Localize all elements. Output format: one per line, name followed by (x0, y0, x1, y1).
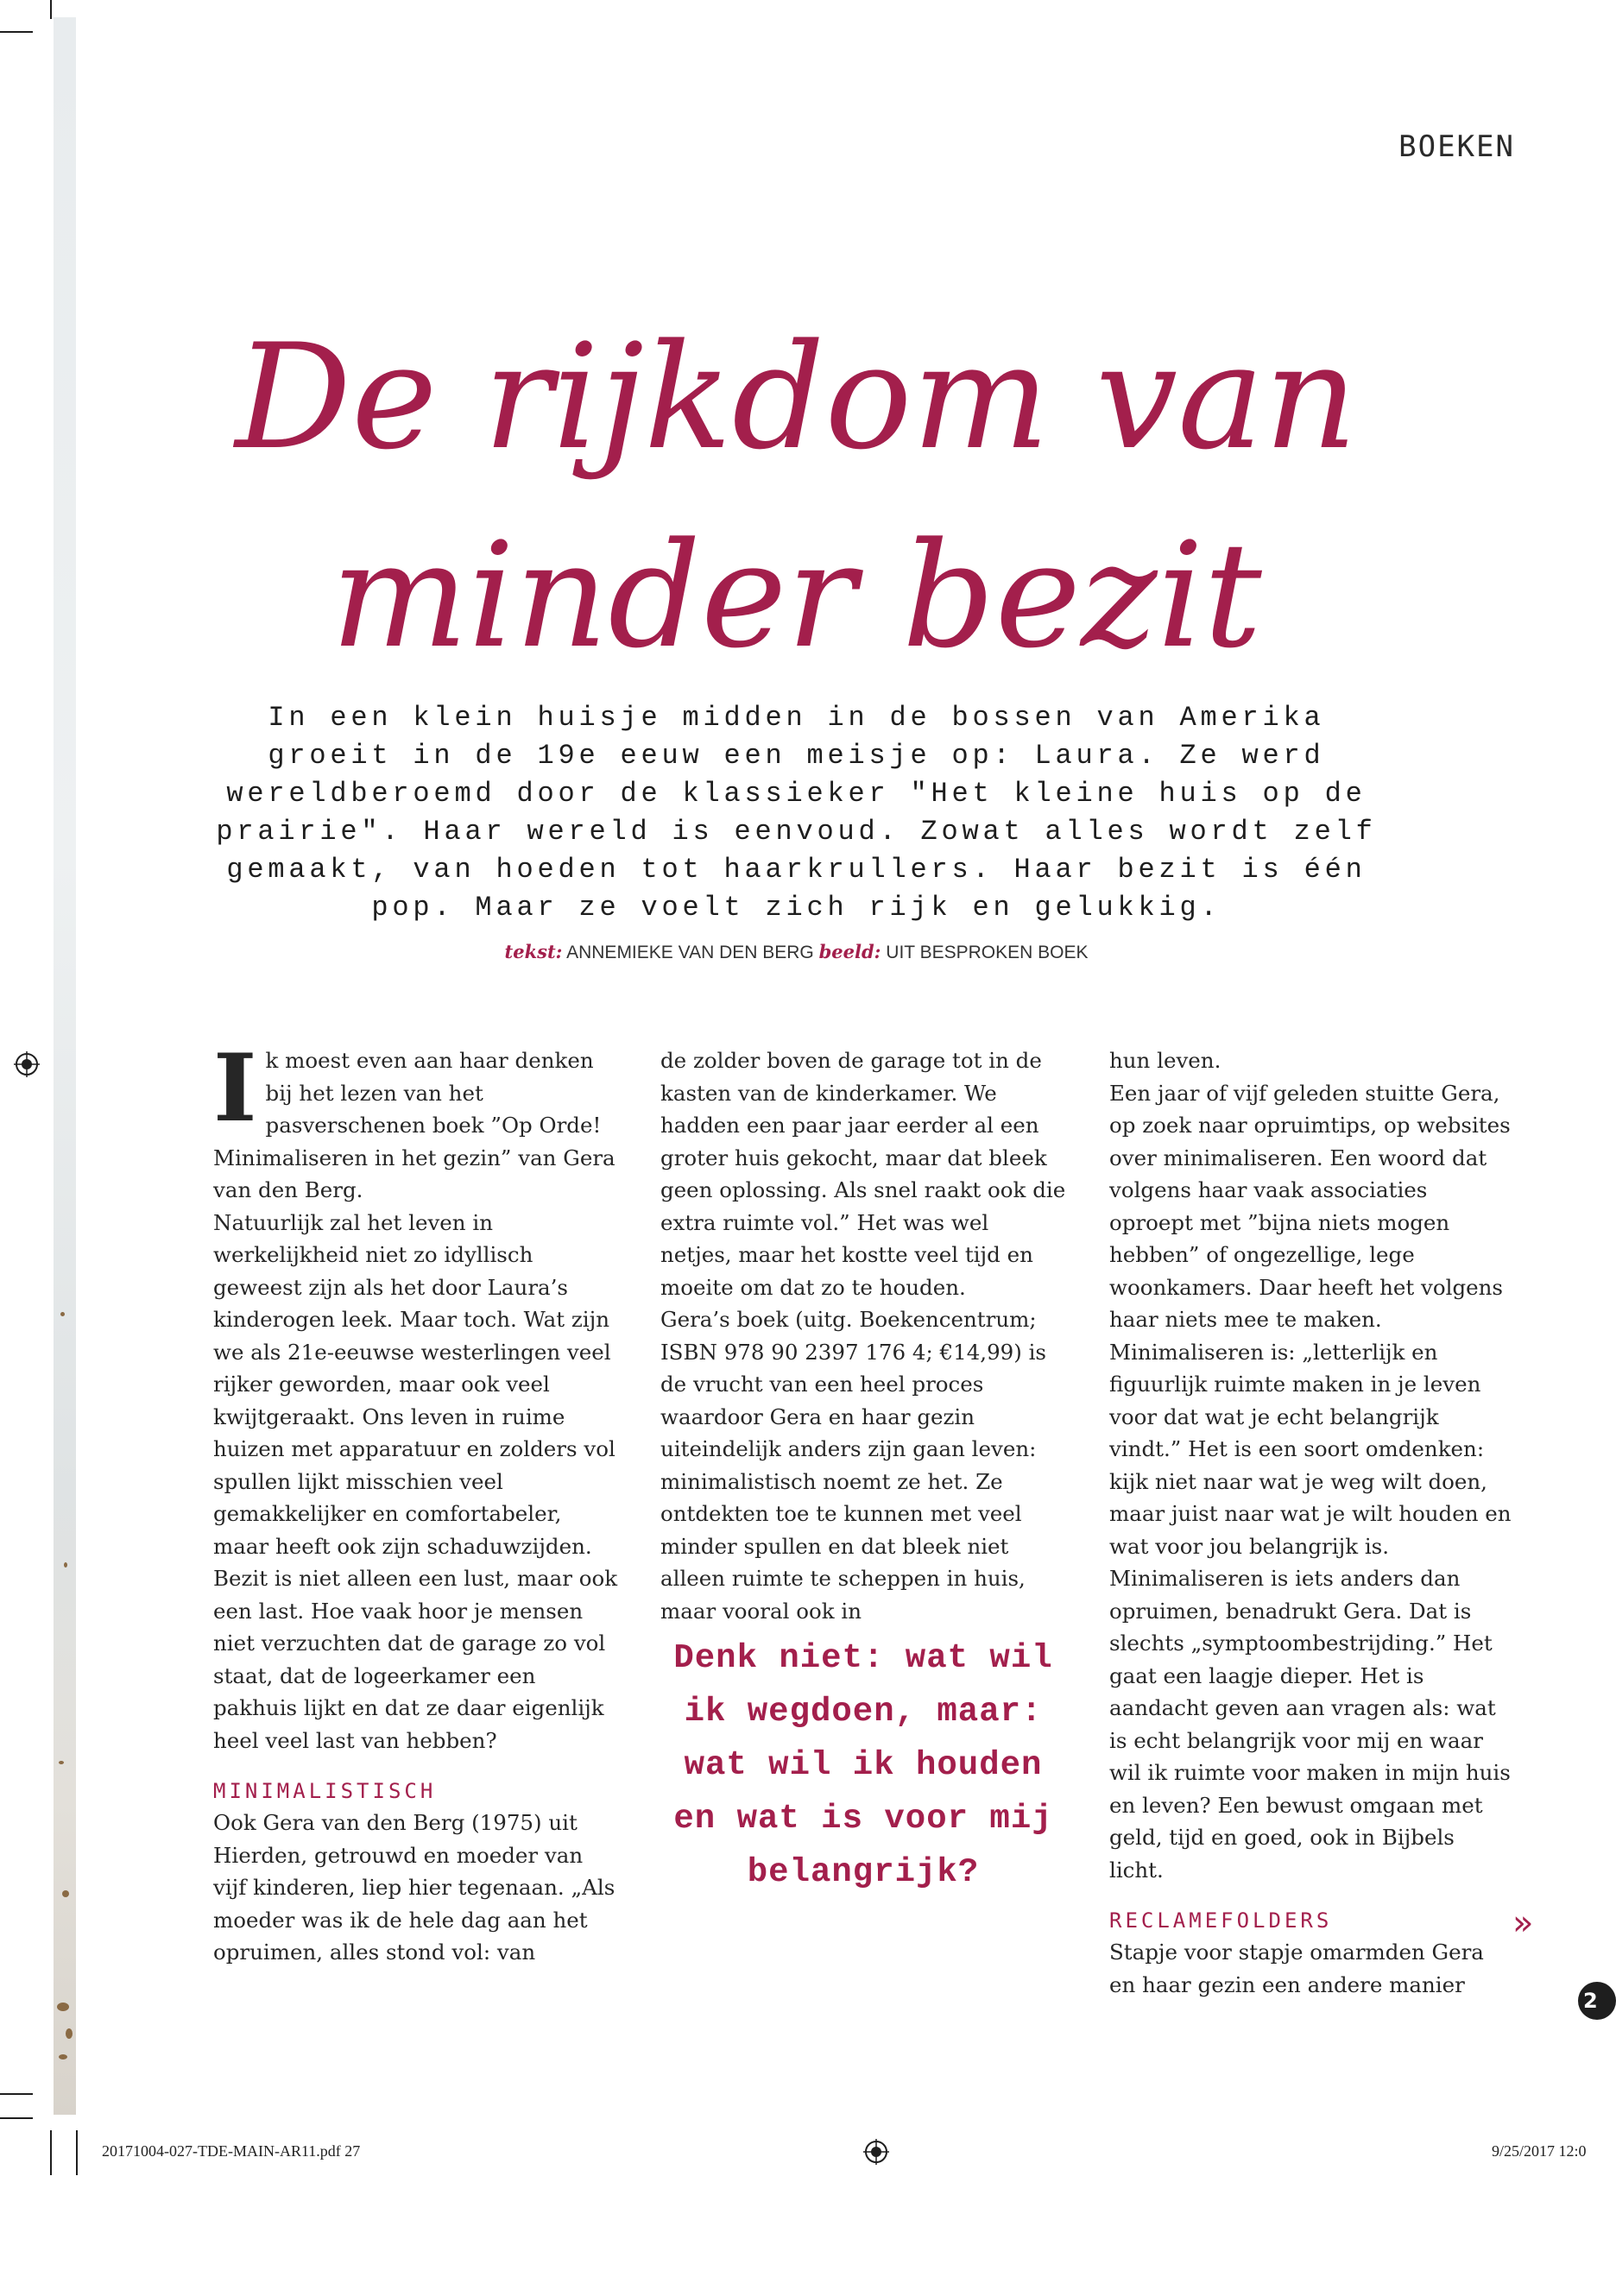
headline-line-1: De rijkdom van (235, 312, 1358, 482)
crop-mark (76, 2130, 78, 2175)
body-paragraph: Gera’s boek (uitg. Boekencentrum; ISBN 978 90 2397 176 4; €14,99) is de vrucht van een heel proces waardoor Gera en haar gezin uiteindelijk anders zijn gaan leven: minimalistisch noemt ze het. Ze ontdekten toe te kunnen met veel minder spullen en dat bleek niet alleen ruimte te scheppen in huis, maar vooral ook in (660, 1307, 1047, 1624)
photo-detail (62, 1890, 69, 1897)
page-number-badge: 2 (1578, 1982, 1616, 2020)
credit-image-label: beeld: (818, 941, 881, 962)
registration-mark-icon (14, 1051, 40, 1077)
registration-mark-icon (863, 2139, 889, 2165)
article-column-2 (660, 1044, 1066, 1627)
footer-date: 9/25/2017 12:0 (1492, 2142, 1587, 2160)
credit-image-source: UIT BESPROKEN BOEK (886, 943, 1089, 962)
crop-mark (0, 2093, 33, 2095)
pull-quote: Denk niet: wat wil ik wegdoen, maar: wat wil ik houden en wat is voor mij belangrijk? (673, 1639, 1053, 1891)
credit-text-label: tekst: (504, 941, 563, 962)
body-paragraph: Minimaliseren is iets anders dan opruimen, benadrukt Gera. Dat is slechts „symptoombestrijding.” Het gaat een laagje dieper. Het is aandacht geven aan vragen als: wat is echt belangrijk voor mij en waar wil ik ruimte voor maken in mijn huis en leven? Een bewust omgaan met geld, tijd en goed, ook in Bijbels licht. (1109, 1566, 1511, 1883)
body-paragraph: Stapje voor stapje omarmden Gera en haar gezin een andere manier (1109, 1940, 1484, 1997)
photo-detail (59, 1761, 64, 1764)
intro-paragraph: In een klein huisje midden in de bossen van Amerika groeit in de 19e eeuw een meisje op: Laura. Ze werd wereldberoemd door de klassieker "Het kleine huis op de prairie". Haar wereld is eenvoud. Zowat alles wordt zelf gemaakt, van hoeden tot haarkrullers. Haar bezit is één pop. Maar ze voelt zich rijk en gelukkig. (216, 702, 1377, 924)
body-paragraph: Natuurlijk zal het leven in werkelijkheid niet zo idyllisch geweest zijn als het door Laura’s kinderogen leek. Maar toch. Wat zijn we als 21e-eeuwse westerlingen veel rijker geworden, maar ook veel kwijtgeraakt. Ons leven in ruime huizen met apparatuur en zolders vol spullen lijkt misschien veel gemakkelijker en comfortabeler, maar heeft ook zijn schaduwzijden. Bezit is niet alleen een lust, maar ook een last. Hoe vaak hoor je mensen niet verzuchten dat de garage zo vol staat, dat de logeerkamer een pakhuis lijkt en dat ze daar eigenlijk heel veel last van hebben? (213, 1209, 618, 1753)
article-column-3 (1109, 1044, 1515, 2001)
crop-mark (50, 2130, 52, 2175)
crop-mark (0, 2117, 33, 2119)
section-label: BOEKEN (1398, 129, 1515, 164)
crop-mark (50, 0, 52, 19)
photo-detail (66, 2028, 73, 2039)
article-column-1 (213, 1034, 619, 1969)
body-paragraph: Een jaar of vijf geleden stuitte Gera, op zoek naar opruimtips, op websites over minimaliseren. Een woord dat volgens haar vaak associaties oproept met ”bijna niets mogen hebben” of ongezellige, lege woonkamers. Daar heeft het volgens haar niets mee te maken. Minimaliseren is: „letterlijk en figuurlijk ruimte maken in je leven voor dat wat je echt belangrijk vindt.” Het is een soort omdenken: kijk niet naar wat je weg wilt doen, maar juist naar wat je wilt houden en wat voor jou belangrijk is. (1109, 1080, 1512, 1559)
photo-detail (64, 1562, 67, 1567)
article-headline (0, 298, 1593, 695)
continue-arrow-icon: » (1512, 1903, 1534, 1943)
body-paragraph: Ook Gera van den Berg (1975) uit Hierden, getrouwd en moeder van vijf kinderen, liep hier tegenaan. „Als moeder was ik de hele dag aan het opruimen, alles stond vol: van (213, 1810, 615, 1965)
credit-author: ANNEMIEKE VAN DEN BERG (566, 943, 814, 962)
body-text: k moest even aan haar denken bij het lezen van het pasverschenen boek ”Op Orde! Minimaliseren in het gezin” van Gera van den Berg. (213, 1048, 615, 1202)
headline-line-2: minder bezit (331, 511, 1262, 680)
body-paragraph: de zolder boven de garage tot in de kasten van de kinderkamer. We hadden een paar jaar eerder al een groter huis gekocht, maar dat bleek geen oplossing. Als snel raakt ook die extra ruimte vol.” Het was wel netjes, maar het kostte veel tijd en moeite om dat zo te houden. (660, 1048, 1066, 1300)
footer-filename: 20171004-027-TDE-MAIN-AR11.pdf 27 (102, 2142, 361, 2160)
body-paragraph (213, 1034, 619, 1207)
subheading: RECLAMEFOLDERS (1109, 1908, 1333, 1933)
drop-cap: I (213, 1034, 257, 1143)
body-paragraph: hun leven. (1109, 1048, 1221, 1073)
subheading: MINIMALISTISCH (213, 1779, 437, 1803)
credits-line (0, 941, 1593, 963)
photo-detail (57, 2003, 69, 2011)
crop-mark (0, 31, 33, 33)
photo-detail (59, 2054, 67, 2059)
photo-detail (60, 1312, 65, 1316)
